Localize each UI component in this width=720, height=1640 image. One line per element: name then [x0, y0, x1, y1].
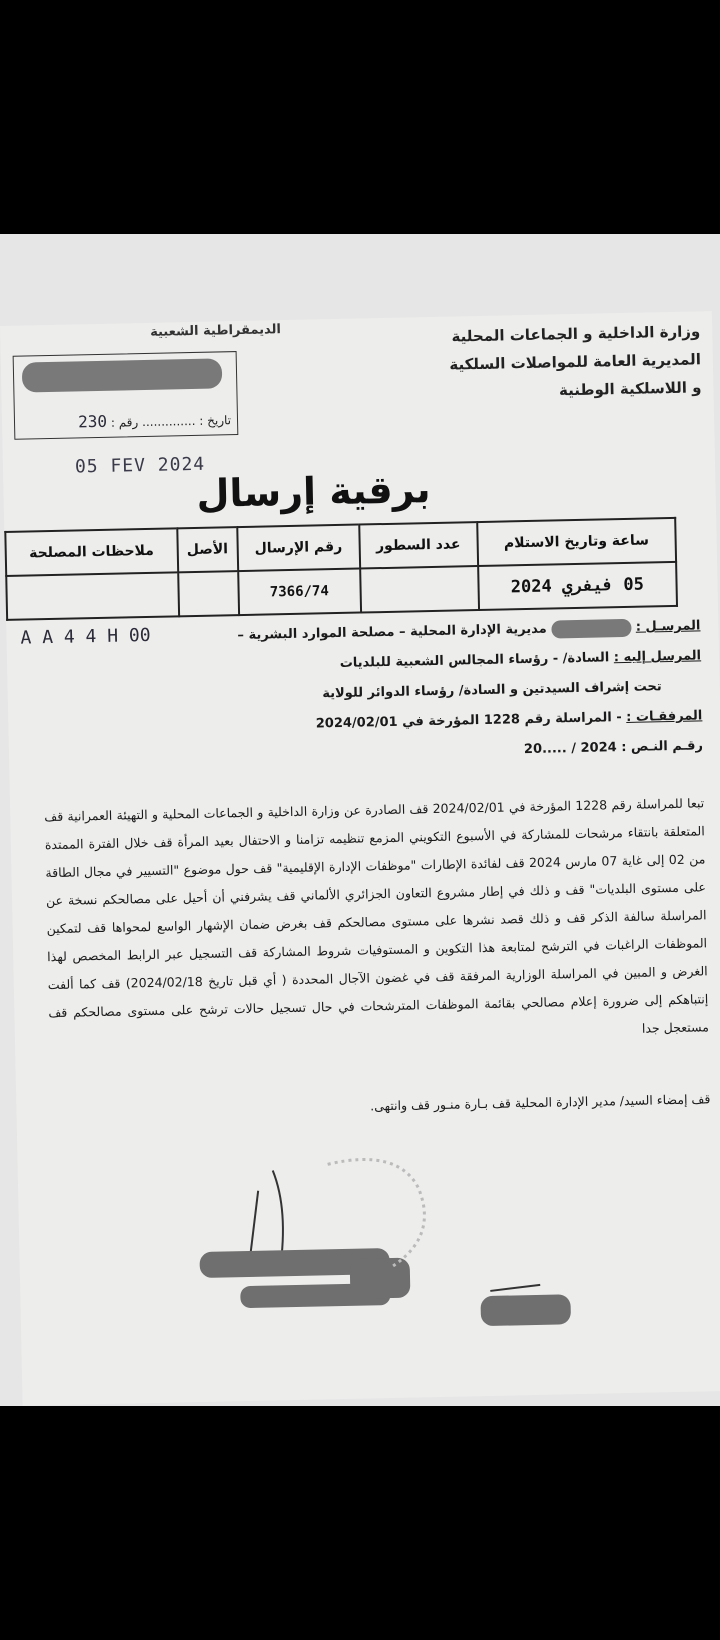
republic-fragment: الديمقراطية الشعبية [150, 322, 282, 340]
meta-block [60, 611, 703, 774]
table-header: الأصل [177, 527, 238, 572]
ministry-line: وزارة الداخلية و الجماعات المحلية [451, 322, 701, 346]
attachments-label: المرفقـات : [626, 708, 703, 725]
redaction-block [551, 618, 631, 638]
recipient-label: المرسل إليه : [613, 648, 702, 666]
reference-box [13, 351, 239, 440]
directorate-line-2: و اللاسلكية الوطنية [558, 378, 702, 400]
transmission-table [4, 517, 678, 621]
sender-label: المرسـل : [635, 618, 701, 635]
table-header: ملاحظات المصلحة [5, 528, 177, 576]
ref-number: 230 [77, 411, 108, 432]
document-photo [0, 234, 720, 1406]
table-cell [6, 572, 178, 620]
recipient-value: السادة/ - رؤساء المجالس الشعبية للبلديات [339, 650, 610, 671]
document-sheet [0, 311, 720, 1406]
table-cell [178, 571, 239, 616]
attachments-value: - المراسلة رقم 1228 المؤرخة في 2024/02/01 [315, 710, 622, 732]
receipt-label: رقـم النـص : [621, 738, 704, 756]
date-label: تاريخ : [199, 413, 232, 428]
table-header: عدد السطور [359, 522, 478, 568]
ref-line: تاريخ : .............. رقم : 230 [77, 411, 232, 432]
receipt-value: 2024 / .....20 [523, 740, 617, 758]
table-header: ساعة وتاريخ الاستلام [477, 518, 676, 566]
date-stamp: 05 FEV 2024 [74, 453, 206, 478]
redaction-block [22, 358, 223, 392]
closing-line: قف إمضاء السيد/ مدير الإدارة المحلية قف بـارة منـور قف وانتهى. [369, 1091, 711, 1114]
document-title: برقية إرسال [196, 467, 432, 516]
sender-value: مديرية الإدارة المحلية – مصلحة الموارد البشرية – [237, 621, 547, 644]
number-label: رقم : [110, 415, 139, 430]
table-cell: 7366/74 [238, 569, 361, 616]
supervision-line: تحت إشراف السيدتين و السادة/ رؤساء الدوائر للولاية [322, 679, 662, 702]
table-cell [360, 566, 479, 612]
table-cell: 05 فيفري 2024 [478, 562, 677, 610]
ministry-header [448, 317, 701, 406]
directorate-line: المديرية العامة للمواصلات السلكية [449, 350, 702, 374]
table-header: رقم الإرسال [237, 525, 360, 572]
signature-redacted [177, 1144, 581, 1352]
handwritten-code: A A 4 4 H 00 [20, 624, 151, 649]
body-paragraph: تبعا للمراسلة رقم 1228 المؤرخة في 2024/02/01 قف الصادرة عن وزارة الداخلية و الجماعات المحلية و التهيئة العمرانية قف المتعلقة بانتقاء مرشحات للمشاركة في الأسبوع التكويني المزمع تنظيمه تزامنا و الاحتفال بعيد المرأة قف خلال الفترة الممتدة من 02 إلى غاية 07 مارس 2024 قف لفائدة الإطارات "موظفات الإدارة الإقليمية" قف حول موضوع "التسيير في مجال الطاقة على مستوى البلديات" قف و ذلك في إطار مشروع التعاون الجزائري الألماني قف يشرفني أن أحيل على مصالحكم نسخة عن المراسلة سالفة الذكر قف و ذلك قصد نشرها على مستوى مصالحكم قف بغرض ضمان الإشهار الواسع لمحواها قف لتمكين الموظفات الراغبات في الترشح لمتابعة هذا التكوين و المستوفيات شروط المشاركة قف التسجيل عبر الرابط المخصص لهذا الغرض و المبين في المراسلة الوزارية المرفقة قف في غضون الآجال المحددة ( أي قبل تاريخ 2024/02/18) قف كما ألفت إنتباهكم إلى ضرورة إعلام مصالحي بقائمة الموظفات المترشحات في حال تسجيل حالات ترشح على مستوى مصالحكم قف مستعجل جدا [44, 795, 709, 1036]
